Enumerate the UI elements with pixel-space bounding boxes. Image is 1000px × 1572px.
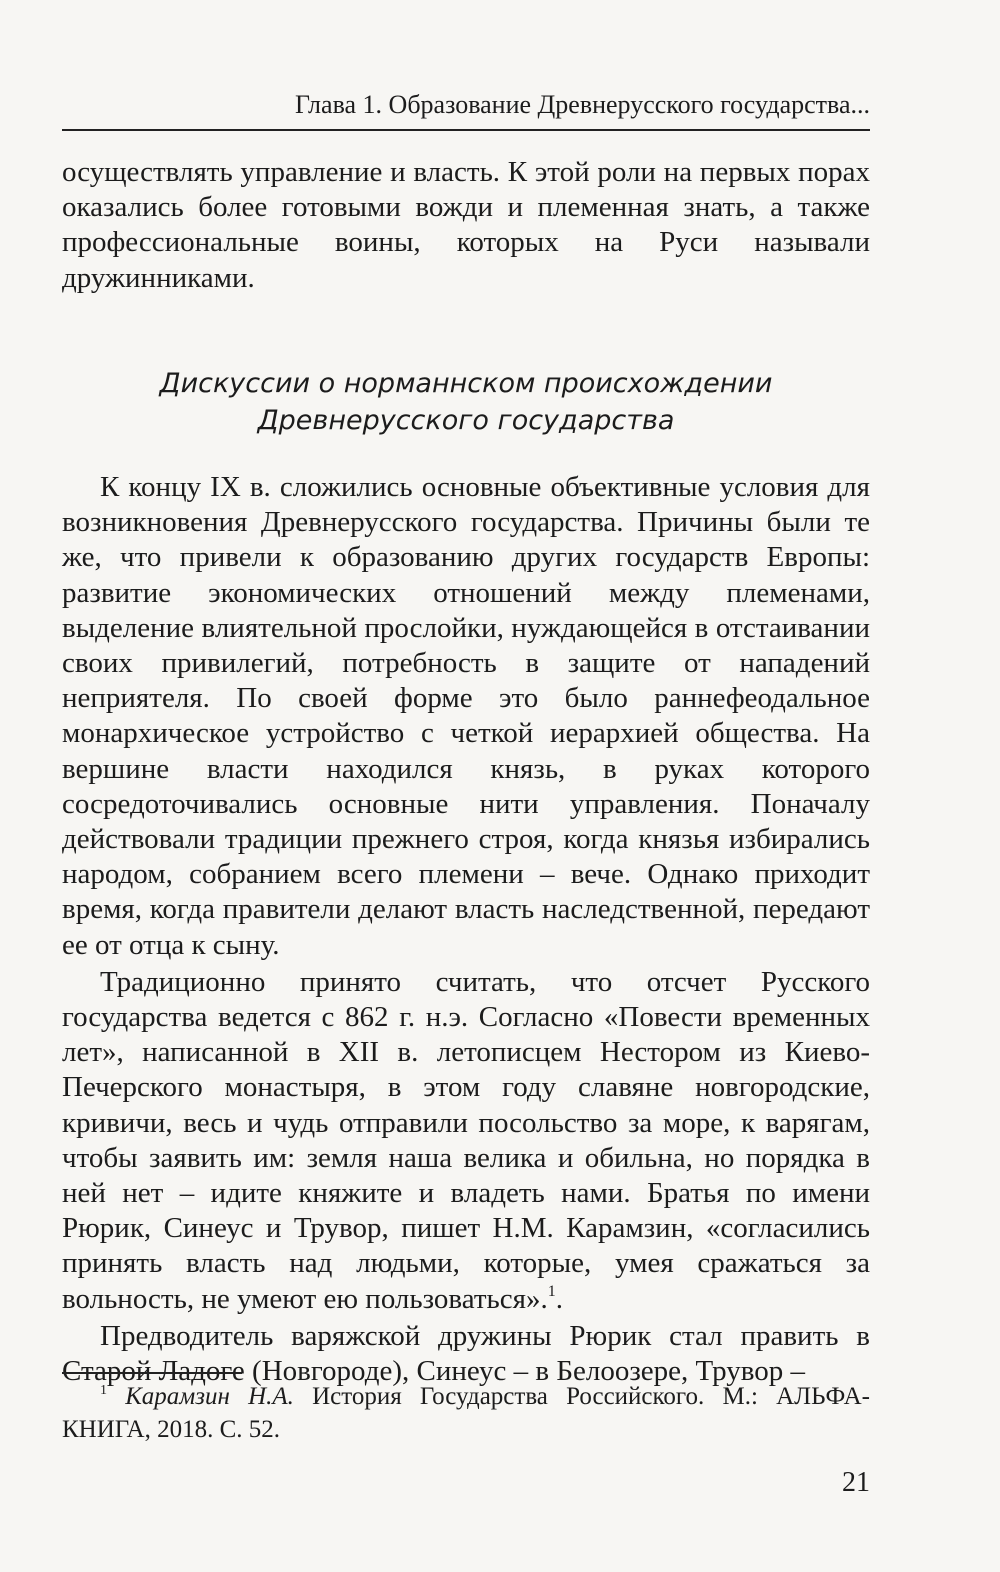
- intro-text: [62, 155, 870, 296]
- paragraph-3: Предводитель варяжской дружины Рюрик стал править в Старой Ладоге (Новгороде), Синеус – в Белоозере, Трувор –: [62, 1319, 870, 1388]
- footnote-author: Карамзин Н.А.: [125, 1383, 294, 1410]
- section-heading-line-1: Дискуссии о норманнском происхождении: [159, 368, 773, 399]
- footnote-divider: [62, 1372, 242, 1374]
- footnote: [62, 1380, 870, 1446]
- intro-paragraph: осуществлять управление и власть. К этой роли на первых порах оказались более готовыми вожди и племенная знать, а также профессиональные воины, которых на Руси называли дружинниками.: [62, 156, 870, 294]
- footnote-reference[interactable]: 1: [547, 1282, 556, 1300]
- running-head: Глава 1. Образование Древнерусского государства...: [62, 88, 870, 131]
- main-text: [62, 470, 870, 1389]
- page-number: 21: [842, 1467, 870, 1498]
- footnote-marker: 1: [100, 1383, 107, 1398]
- footnote-text: История Государства Российского. М.: АЛЬФА-КНИГА, 2018. С. 52.: [62, 1383, 871, 1443]
- section-heading-line-2: Древнерусского государства: [257, 405, 675, 436]
- paragraph-2-text: Традиционно принято считать, что отсчет Русского государства ведется с 862 г. н.э. Согласно «Повести временных лет», написанной в XII в. летописцем Нестором из Киево-Печерского монастыря, в этом году славяне новгородские, кривичи, весь и чудь отправили посольство за море, к варягам, чтобы заявить им: земля наша велика и обильна, но порядка в ней нет – идите княжите и владеть нами. Братья по имени Рюрик, Синеус и Трувор, пишет Н.М. Карамзин, «согласились принять власть над людьми, которые, умея сражаться за вольность, не умеют ею пользоваться».: [62, 965, 870, 1315]
- paragraph-2: Традиционно принято считать, что отсчет Русского государства ведется с 862 г. н.э. Согласно «Повести временных лет», написанной в XII в. летописцем Нестором из Киево-Печерского монастыря, в этом году славяне новгородские, кривичи, весь и чудь отправили посольство за море, к варягам, чтобы заявить им: земля наша велика и обильна, но порядка в ней нет – идите княжите и владеть нами. Братья по имени Рюрик, Синеус и Трувор, пишет Н.М. Карамзин, «согласились принять власть над людьми, которые, умея сражаться за вольность, не умеют ею пользоваться».$^1$.: [62, 965, 870, 1315]
- paragraph-1: К концу IX в. сложились основные объективные условия для возникновения Древнерусского государства. Причины были те же, что привели к образованию других государств Европы: развитие экономических отношений между племенами, выделение влиятельной прослойки, нуждающейся в отстаивании своих привилегий, потребность в защите от нападений неприятеля. По своей форме это было раннефеодальное монархическое устройство с четкой иерархией общества. На вершине власти находился князь, в руках которого сосредоточивались основные нити управления. Поначалу действовали традиции прежнего строя, когда князья избирались народом, собранием всего племени – вече. Однако приходит время, когда правители делают власть наследственной, передают ее от отца к сыну.: [62, 471, 870, 961]
- section-heading: [62, 365, 870, 439]
